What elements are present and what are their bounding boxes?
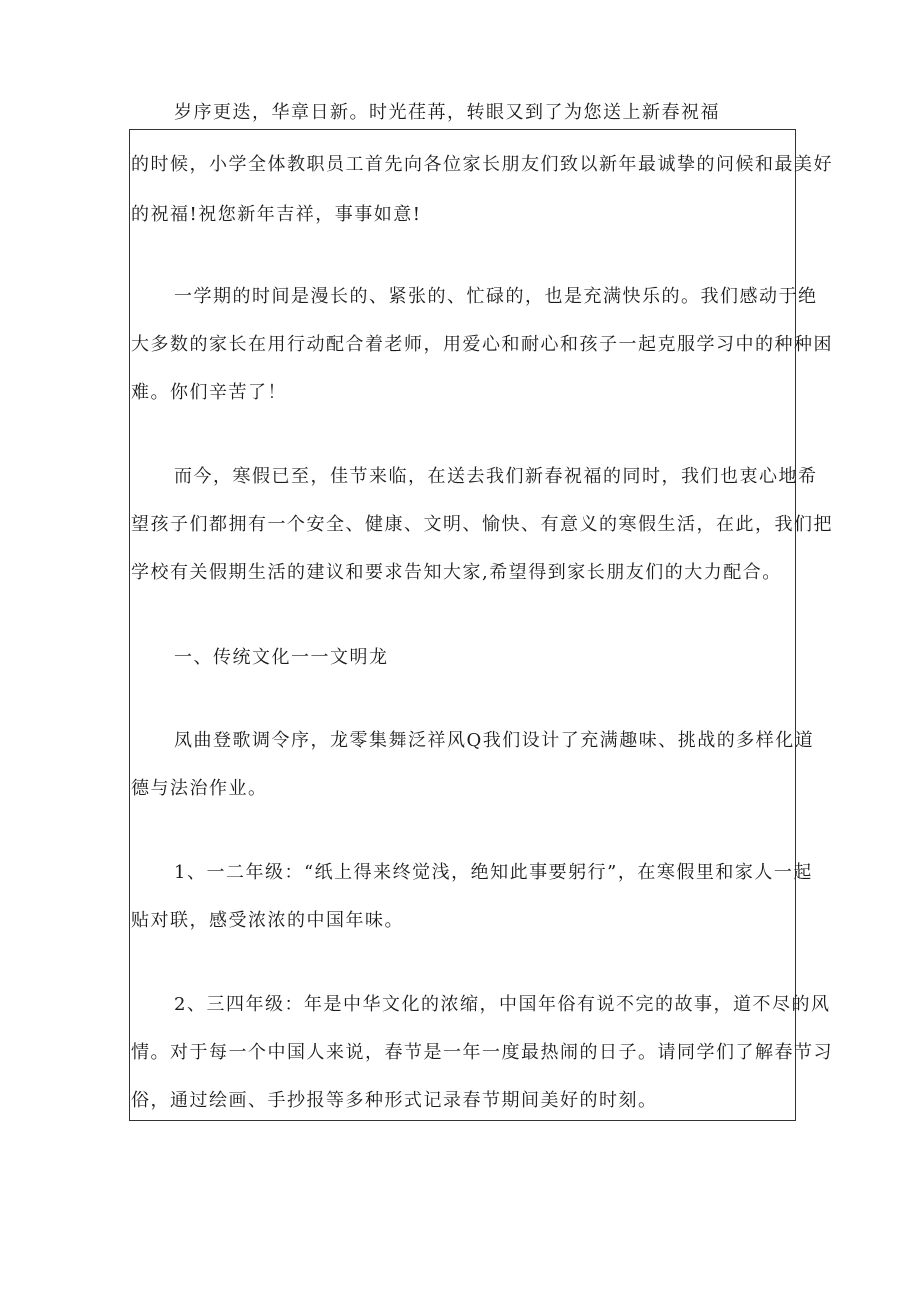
paragraph-6-line-1: 1、一二年级：“纸上得来终觉浅，绝知此事要躬行”，在寒假里和家人一起 — [174, 862, 813, 883]
paragraph-7-line-3: 俗，通过绘画、手抄报等多种形式记录春节期间美好的时刻。 — [131, 1090, 658, 1111]
paragraph-2-line-3: 难。你们辛苦了！ — [131, 382, 287, 403]
paragraph-1-line-1: 的时候，小学全体教职员工首先向各位家长朋友们致以新年最诚挚的问候和最美好 — [131, 154, 833, 175]
paragraph-3-line-2: 望孩子们都拥有一个安全、健康、文明、愉快、有意义的寒假生活，在此，我们把 — [131, 514, 833, 535]
paragraph-6-line-2: 贴对联，感受浓浓的中国年味。 — [131, 910, 404, 931]
paragraph-5-line-2: 德与法治作业。 — [131, 778, 268, 799]
paragraph-1-line-2: 的祝福!祝您新年吉祥，事事如意! — [131, 204, 422, 225]
paragraph-2-line-1: 一学期的时间是漫长的、紧张的、忙碌的，也是充满快乐的。我们感动于绝 — [174, 286, 818, 307]
paragraph-3-line-3: 学校有关假期生活的建议和要求告知大家,希望得到家长朋友们的大力配合。 — [131, 562, 782, 583]
document-frame — [129, 129, 796, 1121]
section-heading: 一、传统文化一一文明龙 — [174, 647, 389, 668]
paragraph-5-line-1: 凤曲登歌调令序，龙零集舞泛祥风Q我们设计了充满趣味、挑战的多样化道 — [174, 730, 815, 751]
paragraph-3-line-1: 而今，寒假已至，佳节来临，在送去我们新春祝福的同时，我们也衷心地希 — [174, 466, 818, 487]
header-line: 岁序更迭，华章日新。时光荏苒，转眼又到了为您送上新春祝福 — [174, 102, 720, 123]
paragraph-7-line-2: 情。对于每一个中国人来说，春节是一年一度最热闹的日子。请同学们了解春节习 — [131, 1042, 833, 1063]
paragraph-7-line-1: 2、三四年级：年是中华文化的浓缩，中国年俗有说不完的故事，道不尽的风 — [174, 994, 831, 1015]
paragraph-2-line-2: 大多数的家长在用行动配合着老师，用爱心和耐心和孩子一起克服学习中的种种困 — [131, 334, 833, 355]
